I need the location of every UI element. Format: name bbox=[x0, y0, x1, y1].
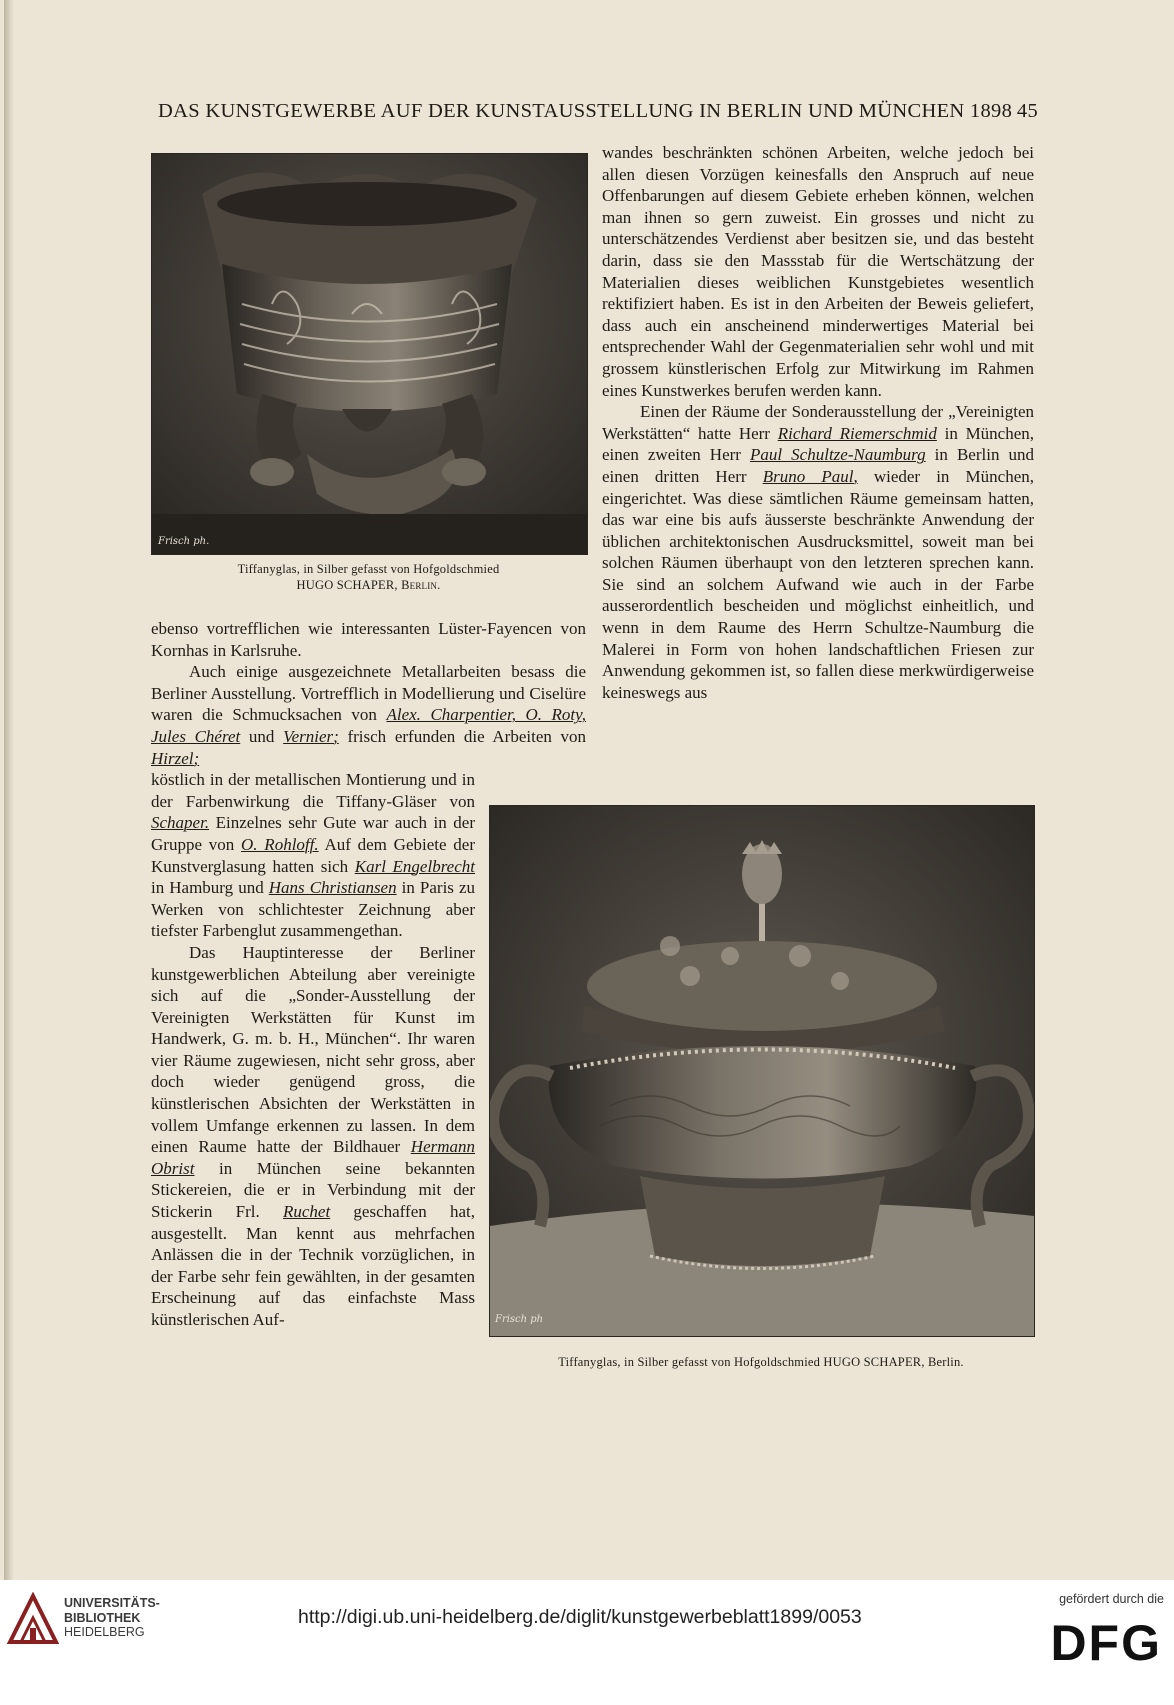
left-paragraph-2 bbox=[151, 661, 586, 769]
figure-1-photo-bowl bbox=[151, 153, 588, 555]
right-p2-text-b: in München, einen zweiten Herr bbox=[602, 423, 1035, 465]
name-vernier: Vernier; bbox=[283, 726, 339, 746]
figure-1-caption-line-2: HUGO SCHAPER, Berlin. bbox=[296, 578, 441, 592]
name-riemerschmid: Richard Riemerschmid bbox=[777, 423, 937, 443]
name-ruchet: Ruchet bbox=[282, 1202, 331, 1222]
right-paragraph-1: wandes beschränkten schönen Arbeiten, welche jedoch bei allen diesen Vorzügen keinesfalls den Anspruch auf neue Offenbarungen auf diesem Gebiete erheben können, welchen man ihnen so gern zuweist. Ein grosses und nicht zu unterschätzendes Verdienst aber besitzen sie, und das besteht darin, dass sie den Massstab für die Wertschätzung der Materialien dieses weiblichen Kunstgebietes wesentlich rektifiziert haben. Es ist in den Arbeiten der Beweis geliefert, dass auch ein anscheinend minderwertiges Material bei entsprechender Wahl der Gegenmaterialien sehr wohl und mit grossem künstlerischen Erfolg zur Mitwirkung im Rahmen eines Kunstwerkes berufen werden kann. bbox=[602, 143, 1034, 400]
page-edge-shadow bbox=[4, 0, 14, 1580]
left-paragraph-3 bbox=[151, 942, 475, 1331]
library-name-line-3: HEIDELBERG bbox=[64, 1625, 145, 1639]
right-column-top bbox=[602, 142, 1034, 703]
library-name-line-2: BIBLIOTHEK bbox=[64, 1610, 141, 1625]
figure-1-photographer-credit: Frisch ph. bbox=[158, 536, 210, 547]
left-p3-text-b: in München seine bekannten Stickereien, die er in Verbindung mit der Stickerin Frl. bbox=[151, 1158, 475, 1222]
funding-note: gefördert durch die bbox=[1059, 1592, 1164, 1606]
name-schultze-naumburg: Paul Schultze-Naumburg bbox=[750, 445, 926, 465]
library-name bbox=[64, 1596, 160, 1640]
left-p2-text-d: Einzelnes sehr Gute war auch in der Gruppe von bbox=[151, 813, 475, 854]
name-karl-engelbrecht: Karl Engelbrecht bbox=[354, 856, 475, 876]
figure-1-caption-line-1: Tiffanyglas, in Silber gefasst von Hofgoldschmied bbox=[237, 562, 500, 576]
digitization-footer bbox=[0, 1580, 1174, 1705]
university-library-logo-icon bbox=[6, 1592, 60, 1646]
right-paragraph-2 bbox=[602, 401, 1034, 703]
figure-1-caption bbox=[151, 561, 586, 593]
name-rohloff: O. Rohloff. bbox=[241, 834, 319, 854]
name-charpentier-roty-cheret: Alex. Charpentier, O. Roty, Jules Chéret bbox=[151, 705, 587, 746]
left-p2-text-e: Auf dem Gebiete der Kunstverglasung hatten sich bbox=[151, 834, 475, 876]
dfg-logo: DFG bbox=[1050, 1615, 1162, 1671]
page-number: 45 bbox=[1016, 100, 1038, 122]
left-p2-text-c: köstlich in der metallischen Montierung und in der Farbenwirkung die Tiffany-Gläser von bbox=[151, 770, 475, 811]
name-schaper: Schaper. bbox=[151, 813, 210, 833]
left-column-text bbox=[151, 618, 586, 1331]
left-p2-und: und bbox=[248, 726, 275, 746]
name-bruno-paul: Bruno Paul, bbox=[762, 466, 858, 486]
left-p3-text-a: Das Hauptinteresse der Berliner kunstgewerblichen Abteilung aber vereinigte sich auf die „Sonder-Ausstellung der Vereinigten Werkstätten für Kunst im Handwerk, G. m. b. H., München“. Ihr waren vier Räume zugewiesen, nicht sehr gross, aber doch wieder genügend gross, die künstlerischen Absichten der Werkstätten in vollem Umfange erkennen zu lassen. In dem einen Raume hatte der Bildhauer bbox=[151, 942, 475, 1157]
right-p2-text-c: in Berlin und einen dritten Herr bbox=[602, 445, 1035, 486]
left-paragraph-1: ebenso vortrefflichen wie interessanten Lüster-Fayencen von Kornhas in Karlsruhe. bbox=[151, 619, 586, 660]
permalink-url[interactable]: http://digi.ub.uni-heidelberg.de/diglit/kunstgewerbeblatt1899/0053 bbox=[298, 1606, 862, 1628]
name-hirzel: Hirzel; bbox=[151, 748, 200, 768]
right-p2-text-a: Einen der Räume der Sonderausstellung der „Vereinigten Werkstätten“ hatte Herr bbox=[602, 402, 1034, 443]
name-hermann-obrist: Hermann Obrist bbox=[151, 1137, 476, 1178]
name-hans-christiansen: Hans Christiansen bbox=[268, 878, 397, 898]
left-p2-text-f: in Hamburg und bbox=[151, 878, 264, 898]
figure-2-caption: Tiffanyglas, in Silber gefasst von Hofgoldschmied HUGO SCHAPER, Berlin. bbox=[558, 1355, 964, 1369]
running-header bbox=[158, 100, 1038, 134]
left-p2-text-b: frisch erfunden die Arbeiten von bbox=[347, 726, 587, 746]
left-p2-text-a: Auch einige ausgezeichnete Metallarbeiten besass die Berliner Ausstellung. Vortrefflich in Modellierung und Ciselüre waren die Schmucksachen von bbox=[151, 662, 586, 725]
left-paragraph-2-continued bbox=[151, 769, 475, 942]
left-p3-text-c: geschaffen hat, ausgestellt. Man kennt aus mehrfachen Anlässen die in der Technik vorzüglichen, in der Farbe sehr fein gewählten, in der gesamten Erscheinung auf das einfachste Mass künstlerischen Auf- bbox=[151, 1202, 475, 1329]
library-name-line-1: UNIVERSITÄTS- bbox=[64, 1596, 160, 1610]
header-title: DAS KUNSTGEWERBE AUF DER KUNSTAUSSTELLUNG IN BERLIN UND MÜNCHEN 1898 bbox=[158, 100, 1013, 122]
left-p2-text-g: in Paris zu Werken von schlichtester Zeichnung aber tiefster Farbenglut zusammengethan. bbox=[151, 878, 476, 941]
figure-2-photographer-credit: Frisch ph bbox=[495, 1314, 544, 1325]
right-p2-text-d: wieder in München, eingerichtet. Was diese sämtlichen Räume gemeinsam hatten, das war eine bis aufs äusserste beschränkte Anwendung der üblichen architektonischen Ausdrucksmittel, soweit man bei solchen Räumen überhaupt von den letzteren sprechen kann. Sie sind an solchem Aufwand wie auch in der Farbe ausserordentlich bescheiden und möglichst einheitlich, und wenn in dem Raume des Herrn Schultze-Naumburg die Malerei in Form von hohen landschaftlichen Friesen zur Anwendung gekommen ist, so fallen diese merkwürdigerweise keineswegs aus bbox=[602, 466, 1035, 702]
